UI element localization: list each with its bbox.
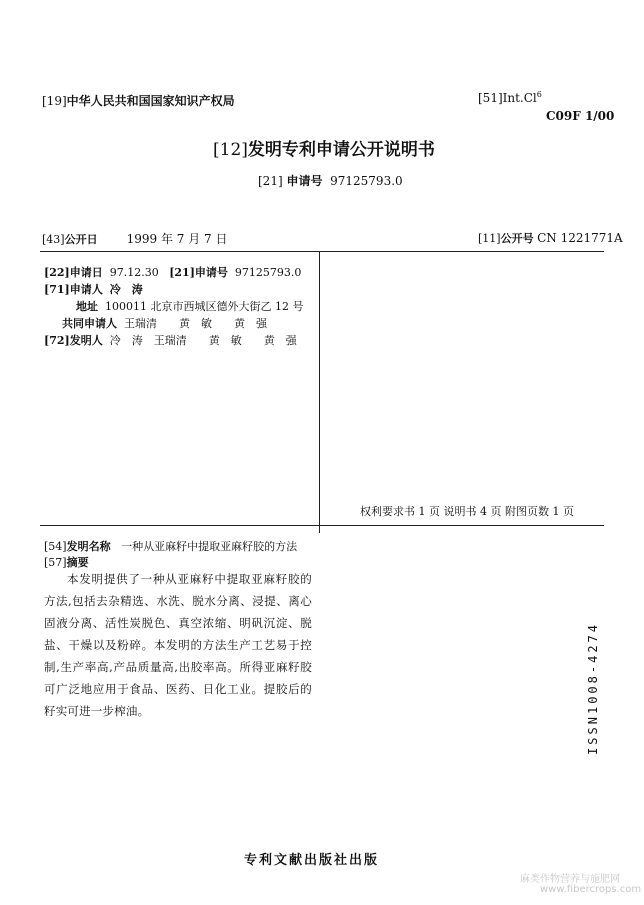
middle-rule [40, 525, 604, 526]
publisher: 专利文献出版社出版 [244, 853, 380, 868]
pub-date-value: 1999 年 7 月 7 日 [126, 232, 228, 246]
app-no-code: [21] [258, 174, 283, 188]
document-type [213, 135, 435, 160]
filing-label: 申请日 [69, 266, 103, 279]
watermark-line1: 麻类作物营养与施肥网 [520, 874, 620, 885]
pub-no-value: CN 1221771A [537, 231, 623, 245]
watermark-line2: www.fibercrops.com [540, 884, 642, 895]
title-value: 一种从亚麻籽中提取亚麻籽胶的方法 [121, 540, 298, 553]
int-cl-label: Int.Cl [502, 91, 537, 105]
inventor-row [44, 332, 297, 348]
coapplicant-row [62, 315, 267, 331]
abstract-code: [57] [44, 556, 67, 569]
abstract-label: 摘要 [66, 556, 89, 569]
doc-type-title: 发明专利申请公开说明书 [247, 140, 435, 160]
pages-info: 权利要求书 1 页 说明书 4 页 附图页数 1 页 [360, 505, 574, 518]
applicant-code: [71] [44, 283, 70, 296]
address-value: 100011 北京市西城区德外大街乙 12 号 [105, 300, 304, 313]
abstract-text: 本发明提供了一种从亚麻籽中提取亚麻籽胶的方法,包括去杂精选、水洗、脱水分离、浸提、离心固液分离、活性炭脱色、真空浓缩、明矾沉淀、脱盐、干燥以及粉碎。本发明的方法生产工艺易于控制,生产率高,产品质量高,出胶率高。所得亚麻籽胶可广泛地应用于食品、医药、日化工业。提胶后的籽实可进一步榨油。 [44, 572, 312, 718]
app-code: [21] [169, 266, 195, 279]
pub-date-label: 公开日 [64, 233, 98, 246]
coapplicant-names: 王瑞清 黄 敏 黄 强 [124, 317, 267, 330]
app-no: 97125793.0 [234, 266, 302, 279]
app-no-label: 申请号 [286, 174, 323, 188]
address-label: 地址 [76, 300, 98, 313]
address-row [76, 298, 303, 314]
inventor-label: 发明人 [69, 334, 103, 347]
applicant-row [44, 281, 143, 297]
filing-date: 97.12.30 [109, 266, 159, 279]
publication-date [42, 230, 227, 247]
coapplicant-label: 共同申请人 [62, 317, 117, 330]
applicant-name: 冷 涛 [109, 283, 143, 296]
int-cl [478, 90, 542, 105]
int-cl-sup: 6 [536, 90, 542, 99]
office-name: 中华人民共和国国家知识产权局 [66, 94, 235, 108]
title-code: [54] [44, 540, 67, 553]
int-cl-value: C09F 1/00 [546, 109, 615, 123]
invention-title [44, 538, 297, 554]
publication-number [478, 230, 623, 246]
inventor-code: [72] [44, 334, 70, 347]
title-label: 发明名称 [66, 540, 111, 553]
applicant-label: 申请人 [69, 283, 103, 296]
pub-no-code: [11] [478, 232, 501, 245]
pub-date-code: [43] [42, 233, 65, 246]
pub-no-label: 公开号 [500, 232, 534, 245]
column-divider [319, 251, 320, 526]
doc-type-code: [12] [213, 140, 248, 160]
app-label: 申请号 [194, 266, 228, 279]
application-number [258, 172, 403, 189]
issn-vertical: ISSN1008-4274 [586, 622, 600, 755]
top-rule [40, 251, 604, 252]
int-cl-code: [51] [478, 91, 503, 105]
office-code: [19] [42, 94, 67, 108]
filing-row [44, 264, 301, 280]
app-no-value: 97125793.0 [330, 174, 403, 188]
issuing-office [42, 92, 235, 109]
middle-tick [319, 525, 320, 533]
inventor-names: 冷 涛 王瑞清 黄 敏 黄 强 [109, 334, 297, 347]
filing-code: [22] [44, 266, 70, 279]
